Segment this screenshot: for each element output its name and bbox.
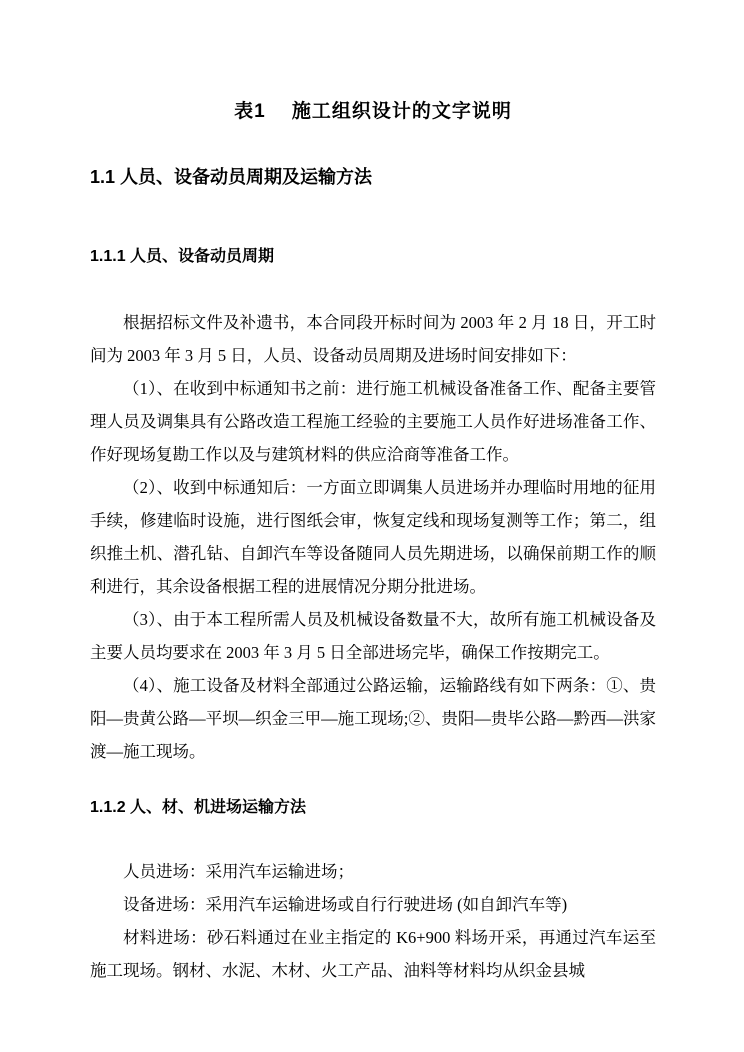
heading-1-1: 1.1 人员、设备动员周期及运输方法 — [90, 167, 373, 187]
paragraph-item-4: （4）、施工设备及材料全部通过公路运输，运输路线有如下两条：①、贵阳—贵黄公路—平坝—织金三甲—施工现场;②、贵阳—贵毕公路—黔西—洪家渡—施工现场。 — [90, 676, 656, 761]
paragraph-item-2: （2）、收到中标通知后：一方面立即调集人员进场并办理临时用地的征用手续，修建临时设施，进行图纸会审，恢复定线和现场复测等工作；第二，组织推土机、潜孔钻、自卸汽车等设备随同人员先期进场，以确保前期工作的顺利进行，其余设备根据工程的进展情况分期分批进场。 — [90, 478, 656, 596]
paragraph-material-entry: 材料进场：砂石料通过在业主指定的 K6+900 料场开采，再通过汽车运至施工现场。钢材、水泥、木材、火工产品、油料等材料均从织金县城 — [90, 928, 656, 980]
paragraph-equipment-entry: 设备进场：采用汽车运输进场或自行行驶进场 (如自卸汽车等) — [123, 895, 568, 914]
heading-1-1-1: 1.1.1 人员、设备动员周期 — [90, 248, 275, 265]
paragraph-item-3: （3）、由于本工程所需人员及机械设备数量不大，故所有施工机械设备及主要人员均要求在 2003 年 3 月 5 日全部进场完毕，确保工作按期完工。 — [90, 610, 656, 662]
heading-1-1-2: 1.1.2 人、材、机进场运输方法 — [90, 799, 307, 816]
paragraph-personnel-entry: 人员进场：采用汽车运输进场； — [123, 862, 354, 881]
section-1-1-2-body — [90, 855, 656, 987]
paragraph-item-1: （1）、在收到中标通知书之前：进行施工机械设备准备工作、配备主要管理人员及调集具有公路改造工程施工经验的主要施工人员作好进场准备工作、作好现场复勘工作以及与建筑材料的供应洽商等准备工作。 — [90, 379, 656, 464]
document-title: 表1 施工组织设计的文字说明 — [234, 101, 512, 122]
section-1-1-1-body — [90, 306, 656, 768]
paragraph-mobilization-intro: 根据招标文件及补遗书，本合同段开标时间为 2003 年 2 月 18 日，开工时间为 2003 年 3 月 5 日，人员、设备动员周期及进场时间安排如下： — [90, 313, 656, 365]
